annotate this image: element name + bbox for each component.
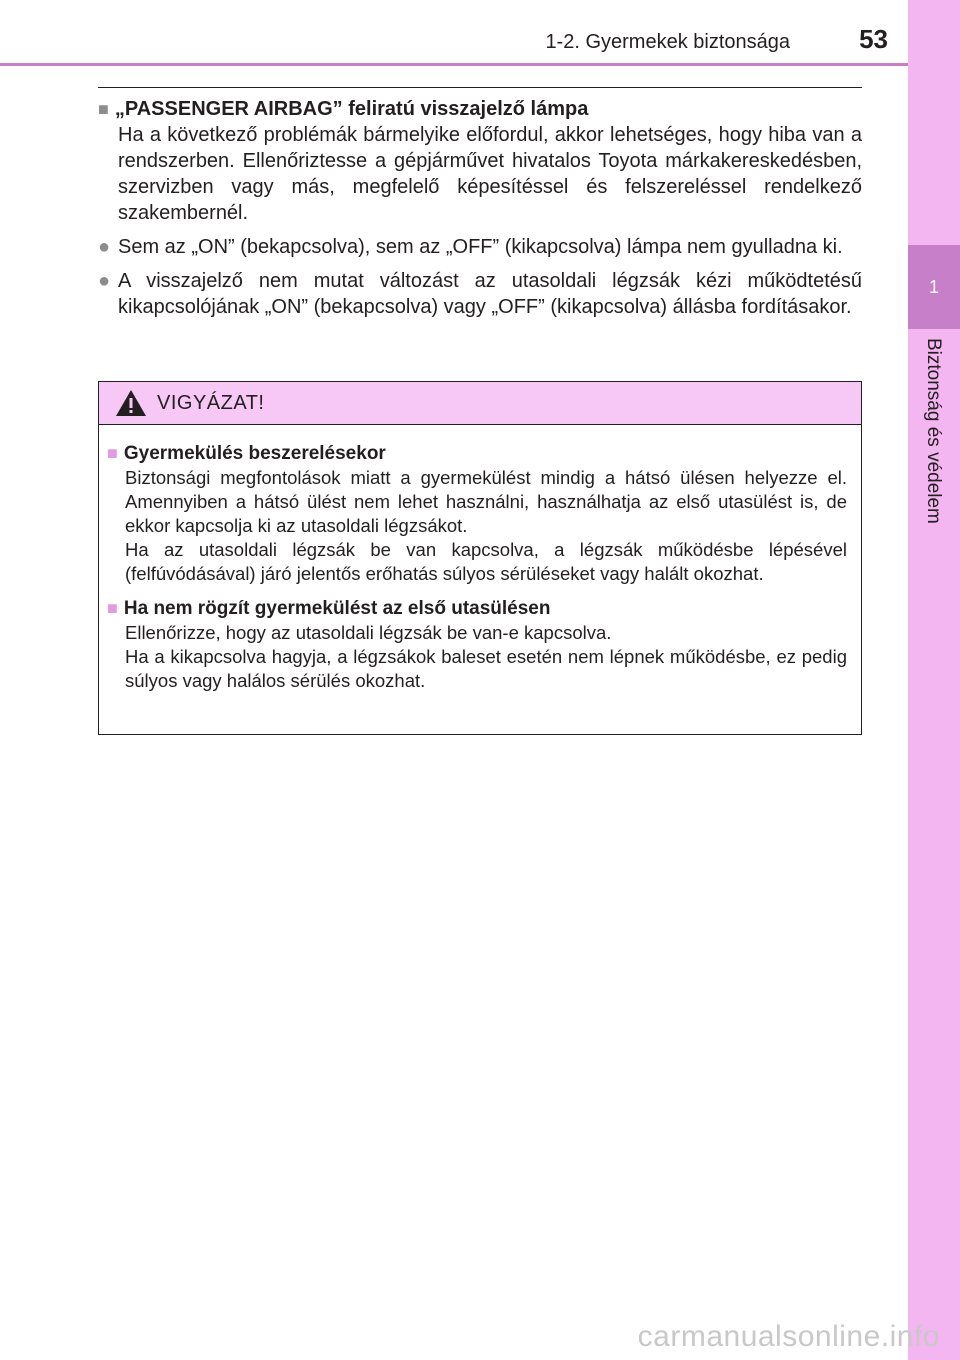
chapter-tab-number: 1: [908, 245, 960, 329]
watermark: carmanualsonline.info: [637, 1320, 940, 1353]
square-bullet-icon: ■: [107, 443, 118, 463]
page-number: 53: [859, 24, 888, 54]
section-intro: Ha a következő problémák bármelyike előfordul, akkor lehetséges, hogy hiba van a rendszerben. Ellenőriztesse a gépjárművet hivatalos Toyota márkakereskedésben, szervizben vagy más, megfelelő képesítéssel és felszereléssel rendelkező szakembernél.: [118, 124, 862, 224]
section-title: [98, 96, 862, 122]
bullet-icon: ●: [98, 236, 111, 258]
caution-paragraph: Ha az utasoldali légzsák be van kapcsolva, a légzsák működésbe lépésével (felfúvódásával) járó jelentős erőhatás súlyos sérüléseket vagy halált okozhat.: [125, 539, 847, 584]
chapter-tab-label-text: Biztonság és védelem: [923, 338, 944, 524]
list-item: [98, 268, 862, 320]
list-item-text: A visszajelző nem mutat változást az utasoldali légzsák kézi működtetésű kikapcsolójának „ON” (bekapcsolva) vagy „OFF” (kikapcsolva) állásba fordításakor.: [118, 270, 862, 318]
caution-item-title: [107, 596, 847, 621]
caution-paragraph: Ellenőrizze, hogy az utasoldali légzsák be van-e kapcsolva.: [125, 622, 612, 643]
content-divider: [98, 87, 862, 88]
list-item-text: Sem az „ON” (bekapcsolva), sem az „OFF” (kikapcsolva) lámpa nem gyulladna ki.: [118, 236, 843, 258]
caution-body: [99, 425, 861, 693]
caution-item-title: [107, 441, 847, 466]
warning-triangle-icon: [115, 389, 147, 417]
section-title-text: „PASSENGER AIRBAG” feliratú visszajelző lámpa: [114, 98, 589, 120]
caution-label: VIGYÁZAT!: [157, 391, 265, 414]
caution-paragraph: Biztonsági megfontolások miatt a gyermekülést mindig a hátsó ülésen helyezze el. Amennyiben a hátsó ülést nem lehet használni, használhatja az első utasülést is, de ekkor kapcsolja ki az utasoldali légzsákot.: [125, 467, 847, 536]
chapter-title: 1-2. Gyermekek biztonsága: [545, 31, 790, 53]
header-divider: [0, 63, 908, 66]
square-bullet-icon: ■: [107, 598, 118, 618]
bullet-icon: ●: [98, 270, 111, 292]
side-tab: [908, 0, 960, 1360]
caution-item-title-text: Ha nem rögzít gyermekülést az első utasülésen: [123, 598, 551, 619]
caution-paragraph: Ha a kikapcsolva hagyja, a légzsákok baleset esetén nem lépnek működésbe, ez pedig súlyos vagy halálos sérülés okozhat.: [125, 646, 847, 691]
main-content: [98, 87, 862, 320]
list-item: [98, 234, 862, 260]
caution-item-title-text: Gyermekülés beszerelésekor: [123, 443, 386, 464]
square-bullet-icon: ■: [98, 99, 109, 119]
chapter-tab-label: [908, 330, 960, 560]
caution-box: [98, 381, 862, 735]
caution-header: [99, 382, 861, 425]
